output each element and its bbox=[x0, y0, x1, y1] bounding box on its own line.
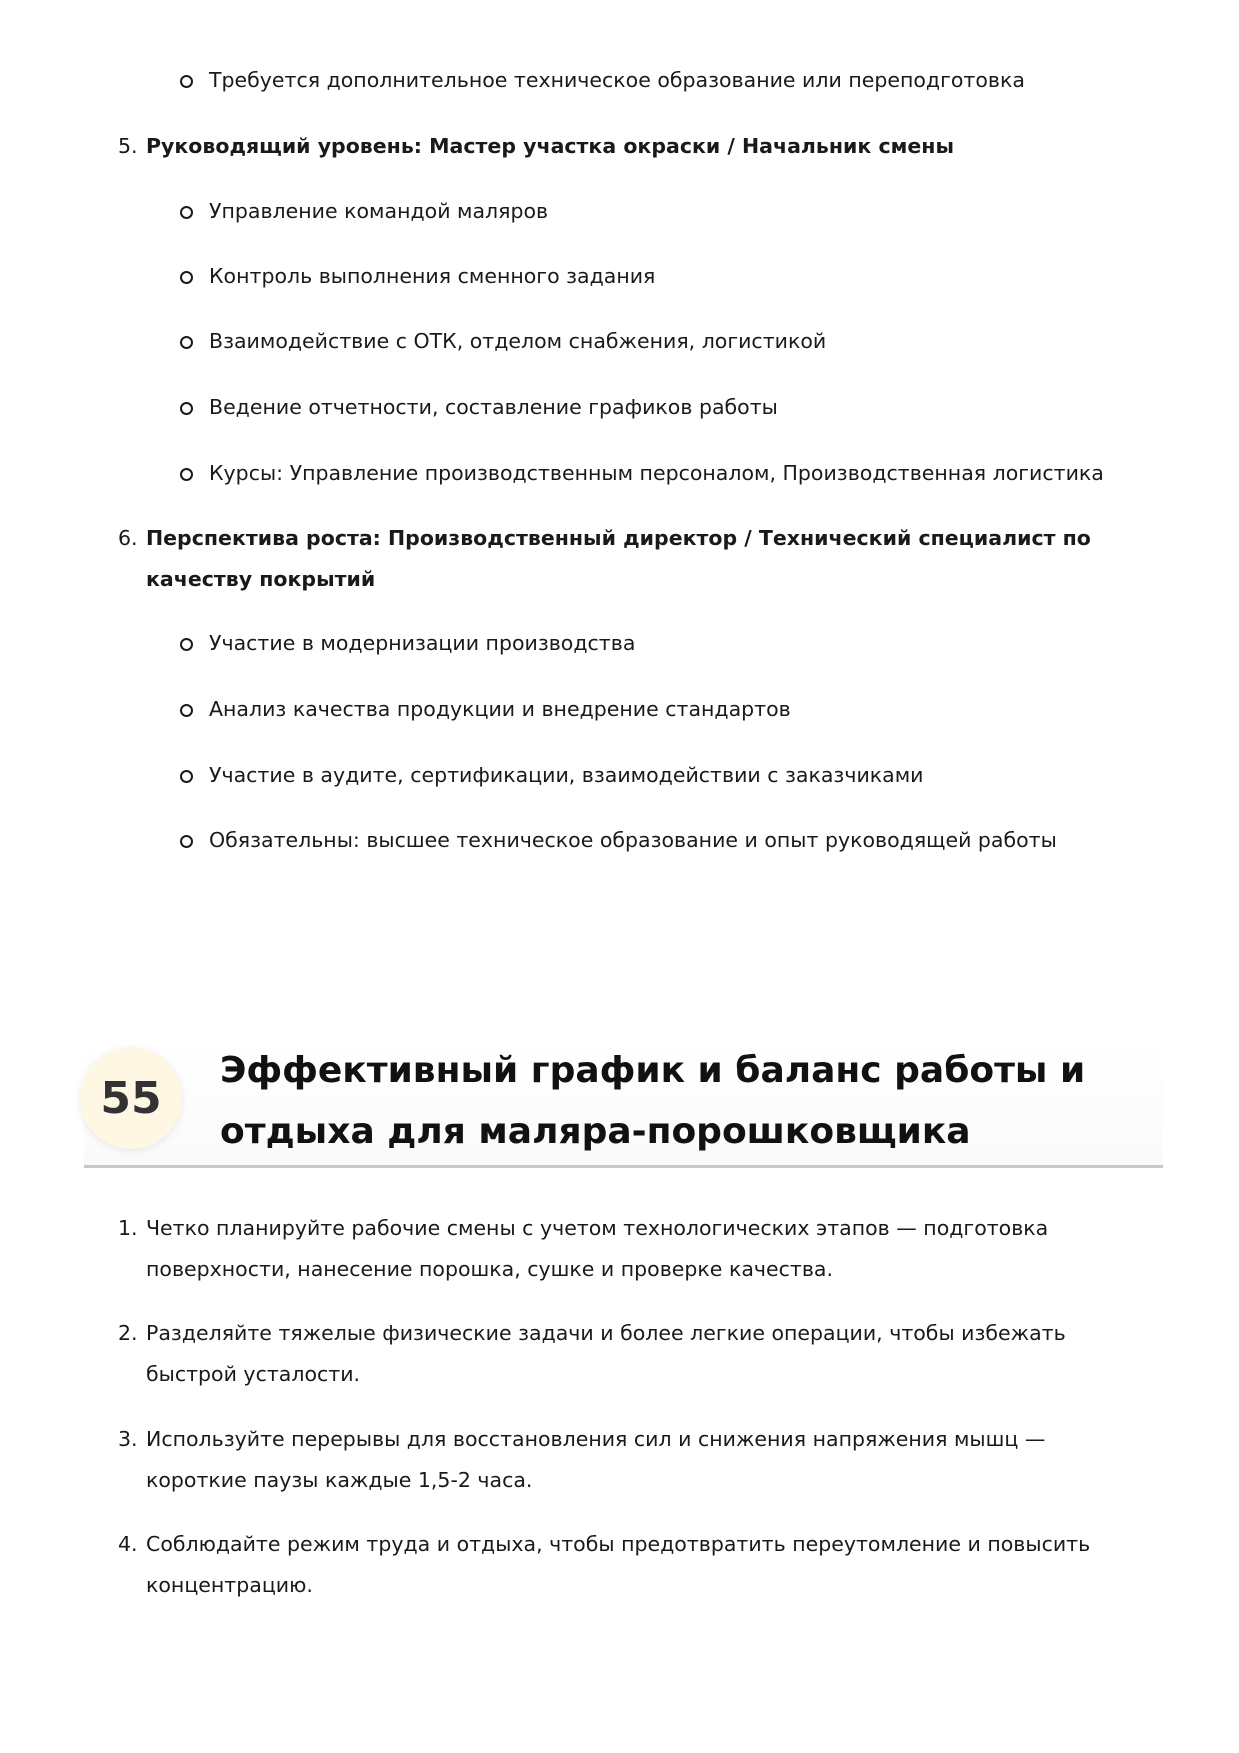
bullet-icon bbox=[180, 770, 193, 783]
list-number: 4. bbox=[118, 1532, 138, 1556]
list-item: Контроль выполнения сменного задания bbox=[209, 264, 656, 288]
list-item: Требуется дополнительное техническое образование или переподготовка bbox=[209, 68, 1025, 92]
bullet-icon bbox=[180, 638, 193, 651]
list-number: 5. bbox=[118, 134, 138, 158]
list-item: Анализ качества продукции и внедрение стандартов bbox=[209, 697, 791, 721]
list-item-title: Перспектива роста: Производственный директор / Технический специалист по качеству покрытий bbox=[146, 526, 1091, 591]
list-number: 2. bbox=[118, 1321, 138, 1345]
list-item: Четко планируйте рабочие смены с учетом технологических этапов — подготовка поверхности, нанесение порошка, сушке и проверке качества. bbox=[146, 1216, 1049, 1281]
list-item: Соблюдайте режим труда и отдыха, чтобы предотвратить переутомление и повысить концентрацию. bbox=[146, 1532, 1091, 1597]
list-item: Взаимодействие с ОТК, отделом снабжения, логистикой bbox=[209, 329, 827, 353]
list-number: 6. bbox=[118, 526, 138, 550]
list-item: Управление командой маляров bbox=[209, 199, 549, 223]
bullet-icon bbox=[180, 704, 193, 717]
bullet-icon bbox=[180, 206, 193, 219]
bullet-icon bbox=[180, 271, 193, 284]
list-item: Курсы: Управление производственным персоналом, Производственная логистика bbox=[209, 461, 1104, 485]
list-item: Используйте перерывы для восстановления сил и снижения напряжения мышц — короткие паузы каждые 1,5-2 часа. bbox=[146, 1427, 1046, 1492]
list-number: 1. bbox=[118, 1216, 138, 1240]
list-item: Обязательны: высшее техническое образование и опыт руководящей работы bbox=[209, 828, 1057, 852]
bullet-icon bbox=[180, 336, 193, 349]
list-item: Участие в аудите, сертификации, взаимодействии с заказчиками bbox=[209, 763, 924, 787]
section-title: Эффективный график и баланс работы и отдыха для маляра-порошковщика bbox=[220, 1050, 1086, 1152]
list-item: Участие в модернизации производства bbox=[209, 631, 636, 655]
bullet-icon bbox=[180, 468, 193, 481]
bullet-icon bbox=[180, 75, 193, 88]
bullet-icon bbox=[180, 835, 193, 848]
section-divider bbox=[84, 1165, 1163, 1168]
list-item: Разделяйте тяжелые физические задачи и более легкие операции, чтобы избежать быстрой усталости. bbox=[146, 1321, 1066, 1386]
list-number: 3. bbox=[118, 1427, 138, 1451]
bullet-icon bbox=[180, 402, 193, 415]
list-item-title: Руководящий уровень: Мастер участка окраски / Начальник смены bbox=[146, 134, 954, 158]
section-number-badge: 55 bbox=[80, 1047, 182, 1149]
list-item: Ведение отчетности, составление графиков работы bbox=[209, 395, 778, 419]
